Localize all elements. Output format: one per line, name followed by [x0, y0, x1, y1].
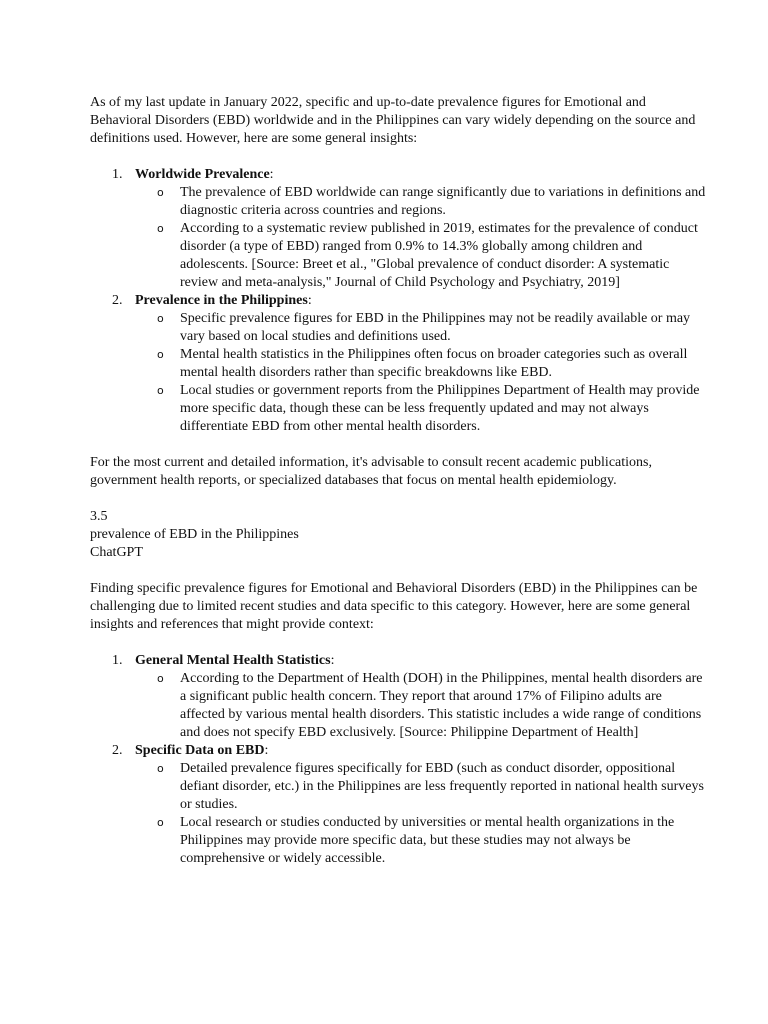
- heading-colon: :: [307, 293, 312, 308]
- list-item: [90, 652, 708, 742]
- bullet-item: [135, 220, 708, 292]
- intro-paragraph: As of my last update in January 2022, specific and up-to-date prevalence figures for Emotional and Behavioral Disorders (EBD) worldwide and in the Philippines can vary widely depending on the source and definitions used. However, here are some general insights:: [90, 95, 696, 146]
- bullet-text: According to the Department of Health (DOH) in the Philippines, mental health disorders are a significant public health concern. They report that around 17% of Filipino adults are affected by various mental health disorders. This statistic includes a wide range of conditions and does not specify EBD exclusively. [Source: Philippine Department of Health]: [180, 671, 703, 740]
- bullet-icon: o: [157, 672, 164, 685]
- bullet-item: [135, 346, 708, 382]
- item-heading: Prevalence in the Philippines: [135, 293, 308, 308]
- chat-meta-block: [90, 508, 708, 562]
- bullet-text: Local studies or government reports from the Philippines Department of Health may provide more specific data, though these can be less frequently updated and may not always differentiate EBD from other mental health disorders.: [180, 383, 700, 434]
- bullet-item: [135, 760, 708, 814]
- heading-colon: :: [264, 743, 269, 758]
- numbered-list-1: [90, 166, 708, 436]
- heading-colon: :: [330, 653, 335, 668]
- version-label: 3.5: [90, 509, 108, 524]
- bullet-item: [135, 382, 708, 436]
- bullet-text: Detailed prevalence figures specifically for EBD (such as conduct disorder, oppositional defiant disorder, etc.) in the Philippines are less frequently reported in national health surveys or studies.: [180, 761, 704, 812]
- list-item: [90, 166, 708, 292]
- bullet-list: [135, 184, 708, 292]
- heading-colon: :: [269, 167, 274, 182]
- bullet-text: The prevalence of EBD worldwide can range significantly due to variations in definitions and diagnostic criteria across countries and regions.: [180, 185, 706, 218]
- bullet-item: [135, 670, 708, 742]
- item-heading: Worldwide Prevalence: [135, 167, 270, 182]
- bullet-item: [135, 184, 708, 220]
- item-heading: General Mental Health Statistics: [135, 653, 331, 668]
- bullet-item: [135, 310, 708, 346]
- list-item: [90, 742, 708, 868]
- bullet-text: According to a systematic review published in 2019, estimates for the prevalence of conduct disorder (a type of EBD) ranged from 0.9% to 14.3% globally among children and adolescents. [Source: Breet et al., "Global prevalence of conduct disorder: A systematic review and meta-analysis," Journal of Child Psychology and Psychiatry, 2019]: [180, 221, 698, 290]
- item-heading: Specific Data on EBD: [135, 743, 265, 758]
- bullet-icon: o: [157, 312, 164, 325]
- bullet-icon: o: [157, 186, 164, 199]
- bullet-text: Specific prevalence figures for EBD in the Philippines may not be readily available or may vary based on local studies and definitions used.: [180, 311, 691, 344]
- bullet-list: [135, 670, 708, 742]
- document-page: [90, 94, 708, 886]
- bullet-item: [135, 814, 708, 868]
- item-number: 1.: [112, 653, 123, 668]
- item-number: 2.: [112, 743, 123, 758]
- numbered-list-2: [90, 652, 708, 868]
- bullet-icon: o: [157, 384, 164, 397]
- list-item: [90, 292, 708, 436]
- bullet-text: Mental health statistics in the Philippines often focus on broader categories such as overall mental health disorders rather than specific breakdowns like EBD.: [180, 347, 688, 380]
- bullet-icon: o: [157, 222, 164, 235]
- item-number: 1.: [112, 167, 123, 182]
- bullet-text: Local research or studies conducted by universities or mental health organizations in the Philippines may provide more specific data, but these studies may not always be comprehensive or widely accessible.: [180, 815, 675, 866]
- assistant-label: ChatGPT: [90, 545, 143, 560]
- intro-paragraph-2: Finding specific prevalence figures for Emotional and Behavioral Disorders (EBD) in the Philippines can be challenging due to limited recent studies and data specific to this category. However, here are some general insights and references that might provide context:: [90, 581, 698, 632]
- bullet-icon: o: [157, 816, 164, 829]
- bullet-icon: o: [157, 762, 164, 775]
- bullet-list: [135, 760, 708, 868]
- item-number: 2.: [112, 293, 123, 308]
- closing-paragraph: For the most current and detailed information, it's advisable to consult recent academic publications, government health reports, or specialized databases that focus on mental health epidemiology.: [90, 455, 652, 488]
- bullet-list: [135, 310, 708, 436]
- bullet-icon: o: [157, 348, 164, 361]
- prompt-text: prevalence of EBD in the Philippines: [90, 527, 299, 542]
